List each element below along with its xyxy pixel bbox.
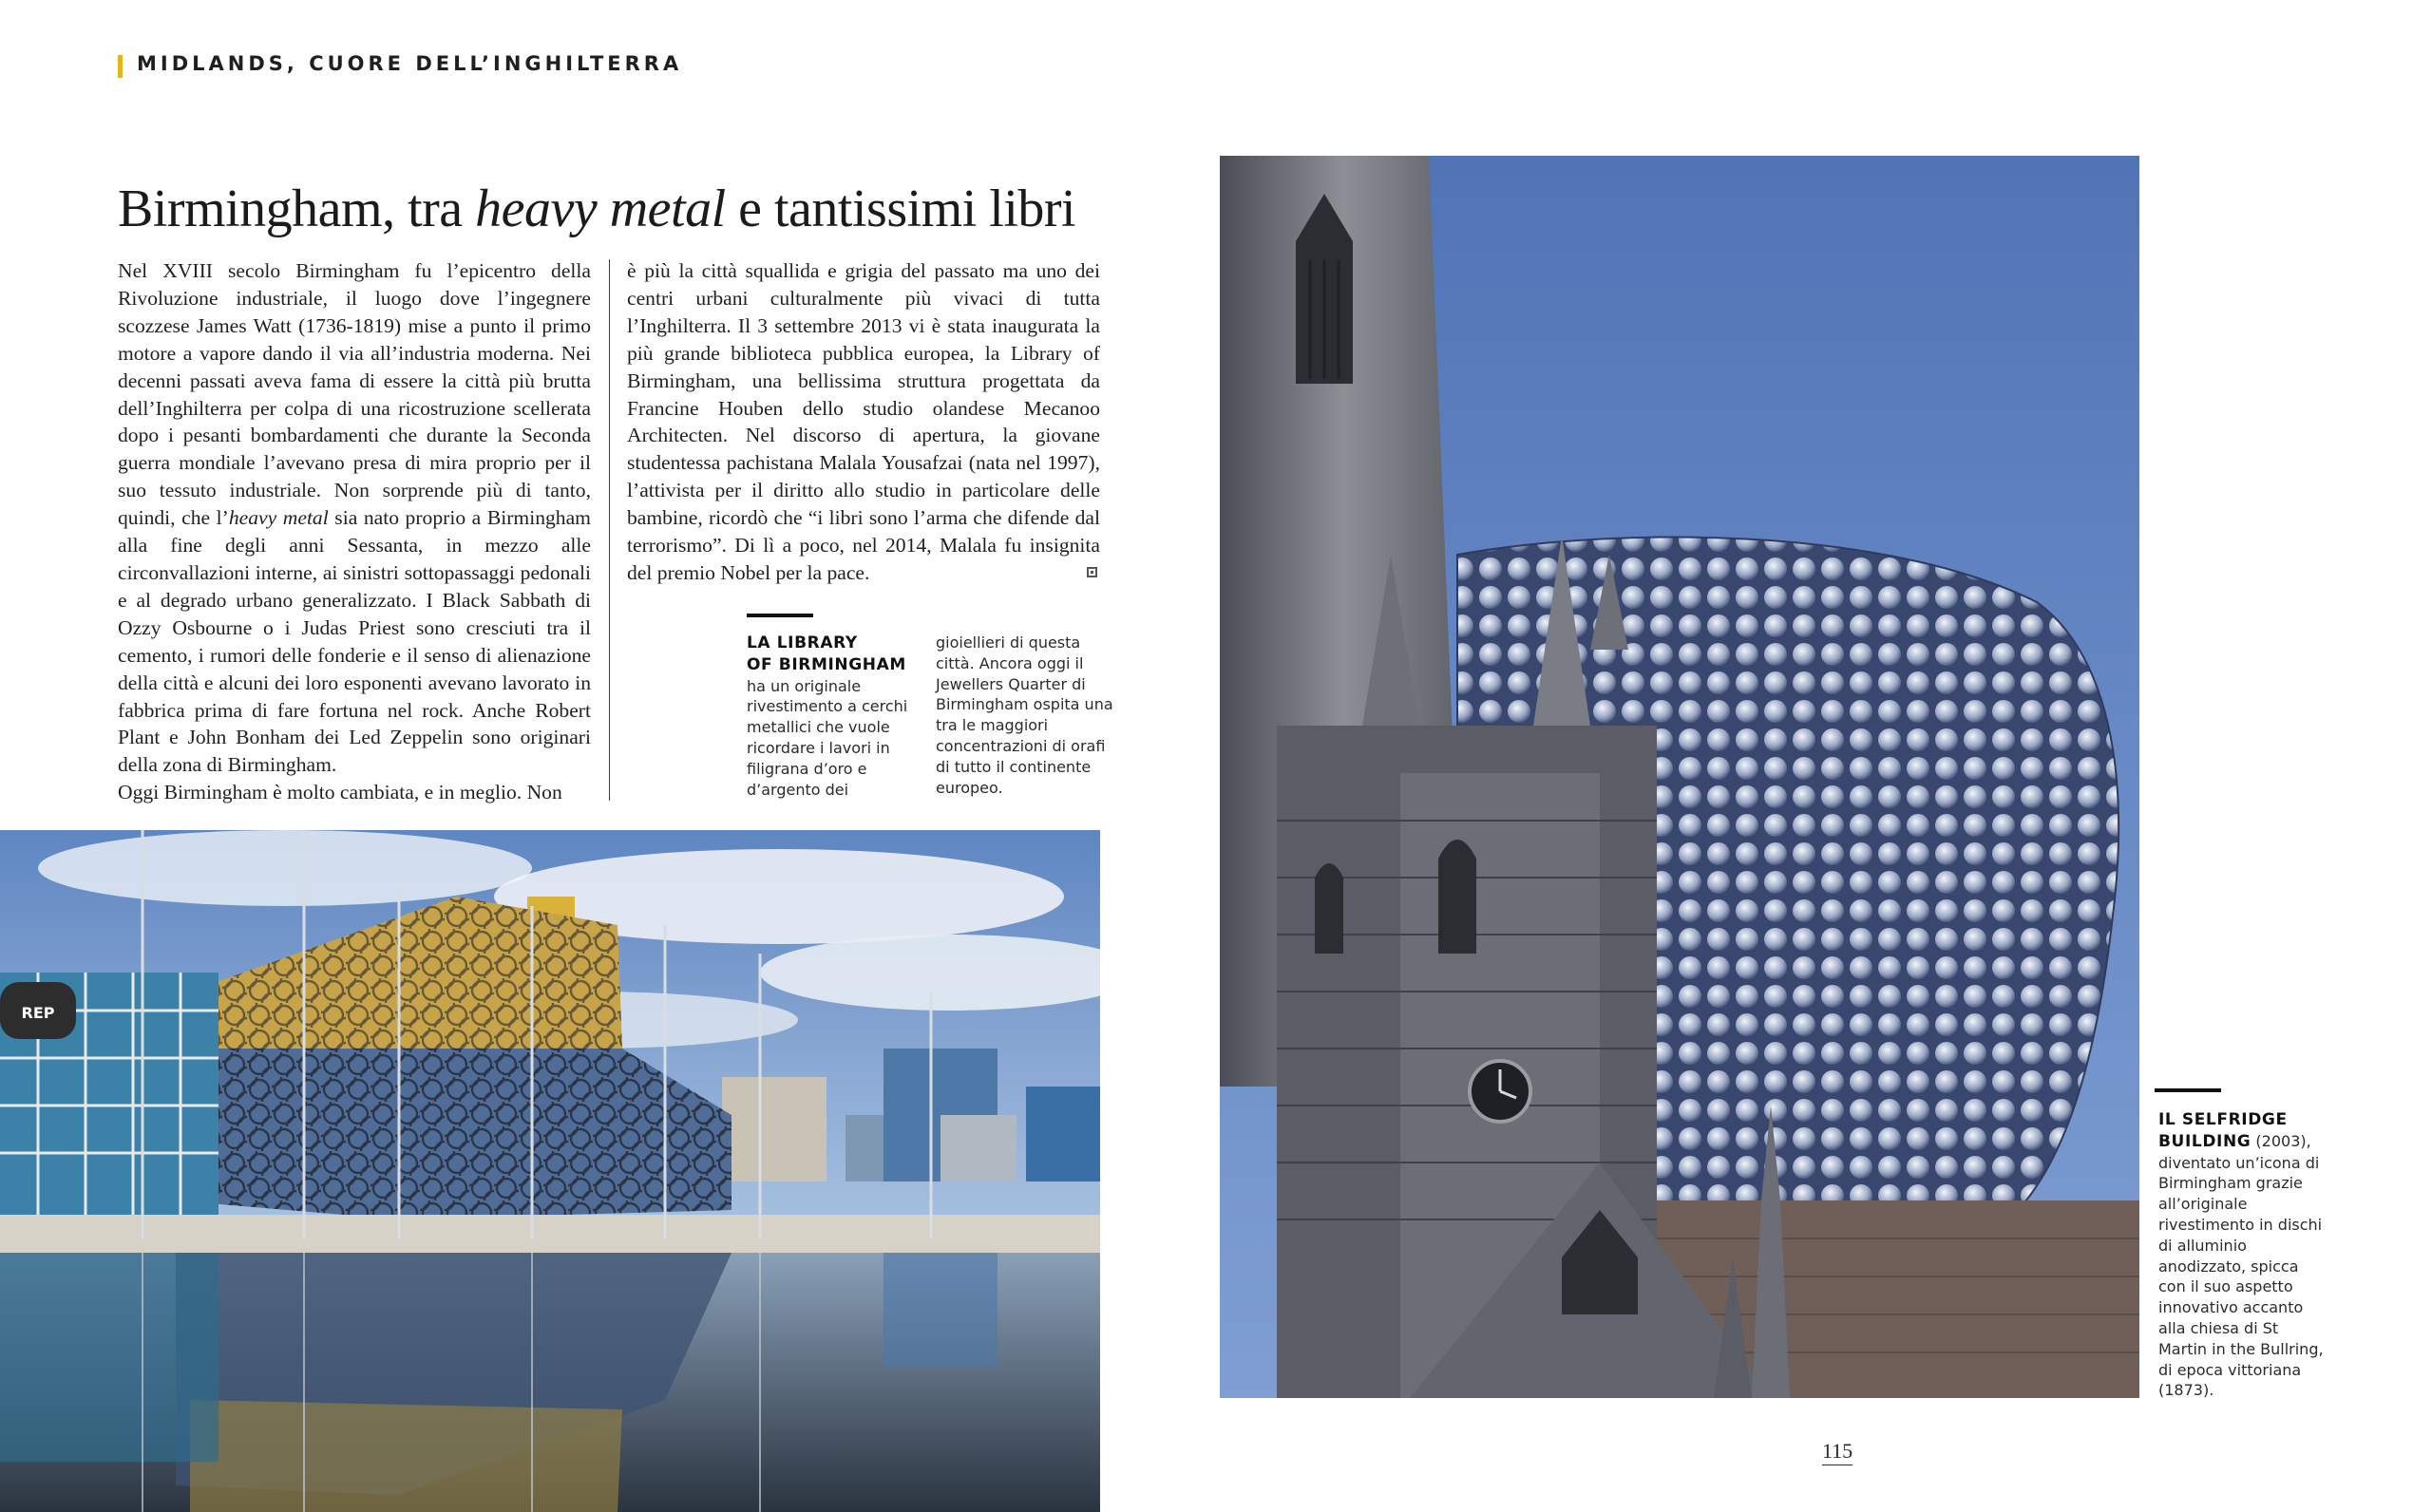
body-paragraph-3 — [627, 257, 1100, 587]
body-text-2: è più la città squallida e grigia del passato ma uno dei centri urbani culturalmente più vivaci di tutta l’Inghilterra. Il 3 settembre 2013 vi è stata inaugurata la più grande biblioteca pubblica europea, la Library of Birmingham, una bellissima struttura progettata da Francine Houben dello studio olandese Mecanoo Architecten. Nel discorso di apertura, la giovane studentessa pachistana Malala Yousafzai (nata nel 1997), l’attivista per il diritto allo studio in particolare delle bambine, ricordò che “i libri sono l’arma che difende dal terrorismo”. Di lì a poco, nel 2014, Malala fu insignita del premio Nobel per la pace. — [627, 259, 1100, 584]
body-column-1 — [118, 257, 591, 806]
body-text-1a: Nel XVIII secolo Birmingham fu l’epicentro della Rivoluzione industriale, il luogo dove l’ingegnere scozzese James Watt (1736-1819) mise a punto il primo motore a vapore dando il via all’industria moderna. Nei decenni passati aveva fama di essere la città più brutta dell’Inghilterra per colpa di una ricostruzione scellerata dopo i pesanti bombardamenti che durante la Seconda guerra mondiale l’avevano presa di mira proprio per il suo tessuto industriale. Non sorprende più di tanto, quindi, che l’ — [118, 259, 591, 530]
column-divider — [609, 259, 610, 801]
body-emphasis: heavy metal — [228, 506, 329, 530]
library-of-birmingham-photo — [0, 830, 1100, 1512]
selfridge-caption-text: diventato un’icona di Birmingham grazie all’originale rivestimento in dischi di alluminio anodizzato, spicca con il suo aspetto innovativo accanto alla chiesa di St Martin in the Bullring, di epoca vittoriana (1873). — [2158, 1153, 2324, 1400]
article-title — [118, 179, 1075, 239]
library-caption-title-1: LA LIBRARY — [747, 633, 858, 652]
library-caption-text-2: gioiellieri di questa città. Ancora oggi il Jewellers Quarter di Birmingham ospita una tra le maggiori concentrazioni di orafi di tutto il continente europeo. — [936, 633, 1113, 797]
caption-rule — [747, 614, 813, 617]
selfridge-caption-year: (2003), — [2251, 1131, 2311, 1150]
section-accent-bar — [118, 55, 123, 78]
body-column-2 — [627, 257, 1100, 587]
rep-sign-text: REP — [21, 1004, 55, 1022]
caption-rule-right — [2155, 1088, 2221, 1092]
body-paragraph-2: Oggi Birmingham è molto cambiata, e in meglio. Non — [118, 781, 562, 804]
selfridge-caption-title-2: BUILDING — [2158, 1131, 2252, 1151]
end-of-article-icon — [1087, 567, 1097, 577]
body-text-1b: sia nato proprio a Birmingham alla fine degli anni Sessanta, in mezzo alle circonvallazioni interne, ai sinistri sottopassaggi pedonali e al degrado urbano generalizzato. I Black Sabbath di Ozzy Osbourne o i Judas Priest sono cresciuti tra il cemento, i rumori delle fonderie e il senso di alienazione della città e alcuni dei loro esponenti avevano lavorato in fabbrica prima di fare fortuna nel rock. Anche Robert Plant e John Bonham dei Led Zeppelin sono originari della zona di Birmingham. — [118, 506, 591, 777]
section-title: MIDLANDS, CUORE DELL’INGHILTERRA — [137, 52, 683, 75]
page-number: 115 — [1822, 1439, 1852, 1465]
library-caption-text-1: ha un originale rivestimento a cerchi metallici che vuole ricordare i lavori in filigrana d’oro e d’argento dei — [747, 676, 908, 799]
title-part-1: Birmingham, tra — [118, 180, 476, 238]
library-caption-title-2: OF BIRMINGHAM — [747, 654, 906, 674]
library-caption-part-2 — [936, 633, 1116, 798]
title-emphasis: heavy metal — [475, 180, 726, 238]
body-paragraph-1 — [118, 257, 591, 779]
selfridge-caption — [2158, 1109, 2329, 1401]
library-caption-part-1 — [747, 633, 918, 800]
title-part-2: e tantissimi libri — [725, 180, 1076, 238]
selfridge-building-photo — [1220, 156, 2139, 1398]
selfridge-caption-title-1: IL SELFRIDGE — [2158, 1110, 2288, 1129]
